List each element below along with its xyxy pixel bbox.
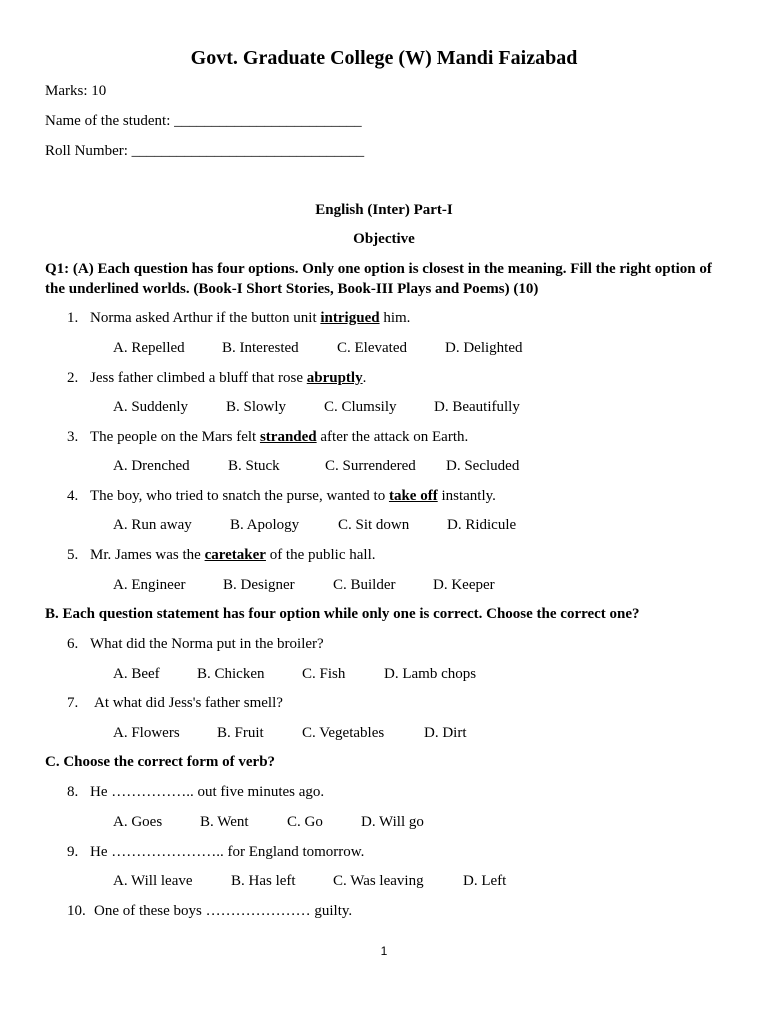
option: C. Was leaving: [333, 873, 424, 889]
student-name-field: Name of the student: _________________________: [45, 113, 362, 129]
question-text: He …………….. out five minutes ago.: [90, 784, 325, 800]
option: B. Went: [200, 814, 249, 830]
underlined-word: intrigued: [320, 310, 380, 326]
question-number: 4.: [67, 488, 79, 504]
question-number: 6.: [67, 636, 79, 652]
question-number: 8.: [67, 784, 79, 800]
question-text: What did the Norma put in the broiler?: [90, 636, 324, 652]
question-number: 5.: [67, 547, 79, 563]
option: A. Suddenly: [113, 399, 188, 415]
option: A. Drenched: [113, 458, 190, 474]
option: A. Will leave: [113, 873, 193, 889]
question-text: Mr. James was the caretaker of the public hall.: [90, 547, 376, 563]
option: C. Go: [287, 814, 323, 830]
option: C. Builder: [333, 577, 396, 593]
section-b-instruction: B. Each question statement has four option while only one is correct. Choose the correct one?: [45, 606, 640, 622]
option: D. Delighted: [445, 340, 523, 356]
underlined-word: take off: [388, 488, 438, 504]
underlined-word: abruptly: [306, 370, 363, 386]
question-number: 9.: [67, 844, 79, 860]
option: B. Fruit: [217, 725, 264, 741]
underlined-word: caretaker: [204, 547, 266, 563]
question-number: 7.: [67, 695, 79, 711]
option: B. Interested: [222, 340, 299, 356]
option: D. Beautifully: [434, 399, 520, 415]
option: D. Keeper: [433, 577, 495, 593]
option: B. Chicken: [197, 666, 265, 682]
question-number: 1.: [67, 310, 79, 326]
subject-title: English (Inter) Part-I: [315, 202, 453, 218]
marks-label: Marks: 10: [45, 83, 107, 99]
option: B. Apology: [230, 517, 300, 533]
roll-number-field: Roll Number: _______________________________: [45, 143, 365, 159]
section-a-instruction: Q1: (A) Each question has four options. Only one option is closest in the meaning. Fill the right option of the underlined worlds. (Book-I Short Stories, Book-III Plays and Poems) (10): [45, 261, 712, 297]
option: B. Has left: [231, 873, 296, 889]
option: C. Sit down: [338, 517, 410, 533]
question-number: 3.: [67, 429, 79, 445]
question-text: One of these boys ………………… guilty.: [94, 903, 353, 919]
option: D. Lamb chops: [384, 666, 477, 682]
option: A. Flowers: [113, 725, 180, 741]
college-title: Govt. Graduate College (W) Mandi Faizabad: [190, 47, 578, 69]
question-text: Jess father climbed a bluff that rose abruptly.: [90, 370, 367, 386]
question-text: The boy, who tried to snatch the purse, wanted to take off instantly.: [90, 488, 496, 504]
option: C. Fish: [302, 666, 346, 682]
question-number: 10.: [67, 903, 86, 919]
option: D. Will go: [361, 814, 424, 830]
option: A. Goes: [113, 814, 163, 830]
question-text: The people on the Mars felt stranded after the attack on Earth.: [90, 429, 469, 445]
option: D. Left: [463, 873, 507, 889]
option: A. Beef: [113, 666, 160, 682]
question-text: Norma asked Arthur if the button unit intrigued him.: [90, 310, 411, 326]
option: C. Vegetables: [302, 725, 385, 741]
option: B. Designer: [223, 577, 295, 593]
option: C. Clumsily: [324, 399, 397, 415]
option: D. Secluded: [446, 458, 520, 474]
option: B. Stuck: [228, 458, 280, 474]
option: A. Repelled: [113, 340, 185, 356]
question-text: He ………………….. for England tomorrow.: [90, 844, 365, 860]
option: C. Surrendered: [325, 458, 416, 474]
question-number: 2.: [67, 370, 79, 386]
page-number: 1: [380, 944, 388, 958]
underlined-word: stranded: [259, 429, 317, 445]
option: A. Engineer: [113, 577, 186, 593]
section-title: Objective: [353, 231, 415, 247]
option: A. Run away: [113, 517, 192, 533]
option: B. Slowly: [226, 399, 287, 415]
section-c-instruction: C. Choose the correct form of verb?: [45, 754, 276, 770]
option: D. Ridicule: [447, 517, 517, 533]
question-text: At what did Jess's father smell?: [94, 695, 283, 711]
option: D. Dirt: [424, 725, 467, 741]
option: C. Elevated: [337, 340, 407, 356]
